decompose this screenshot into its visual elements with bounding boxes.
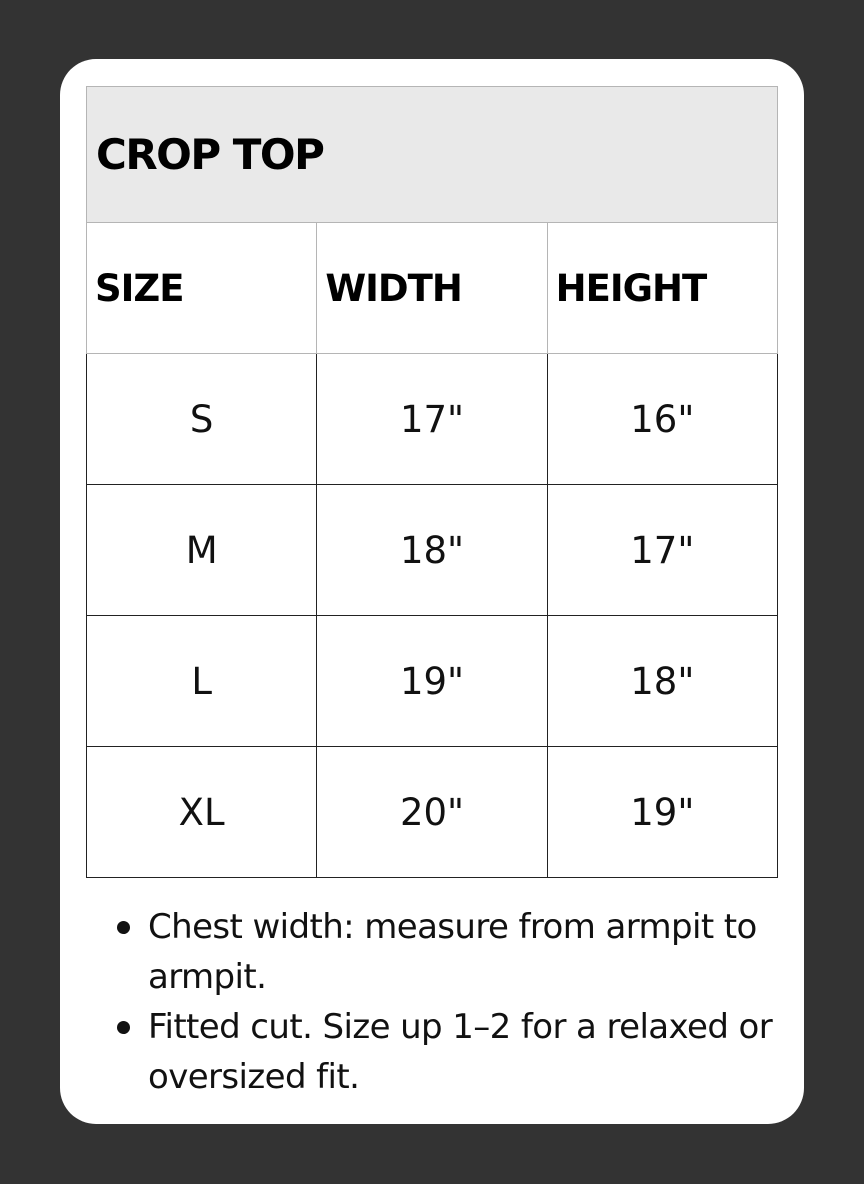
notes-list (148, 902, 788, 1102)
size-cell: M (87, 485, 317, 616)
list-item (148, 902, 788, 1002)
table-row (87, 354, 778, 485)
bullet-icon (117, 1021, 130, 1034)
table-row (87, 485, 778, 616)
width-cell: 17" (317, 354, 547, 485)
header-row (87, 223, 778, 354)
size-cell: XL (87, 747, 317, 878)
width-cell: 20" (317, 747, 547, 878)
size-cell: S (87, 354, 317, 485)
chart-title: CROP TOP (87, 87, 778, 223)
bullet-icon (117, 921, 130, 934)
column-header-size: SIZE (87, 223, 317, 354)
table-row (87, 747, 778, 878)
note-text: Fitted cut. Size up 1–2 for a relaxed or oversized fit. (148, 1007, 773, 1097)
height-cell: 19" (547, 747, 777, 878)
height-cell: 16" (547, 354, 777, 485)
size-chart-card (60, 59, 804, 1124)
size-table (86, 86, 778, 878)
column-header-height: HEIGHT (547, 223, 777, 354)
note-text: Chest width: measure from armpit to armpit. (148, 907, 757, 997)
table-row (87, 616, 778, 747)
size-cell: L (87, 616, 317, 747)
width-cell: 19" (317, 616, 547, 747)
column-header-width: WIDTH (317, 223, 547, 354)
list-item (148, 1002, 788, 1102)
title-row (87, 87, 778, 223)
height-cell: 18" (547, 616, 777, 747)
width-cell: 18" (317, 485, 547, 616)
height-cell: 17" (547, 485, 777, 616)
